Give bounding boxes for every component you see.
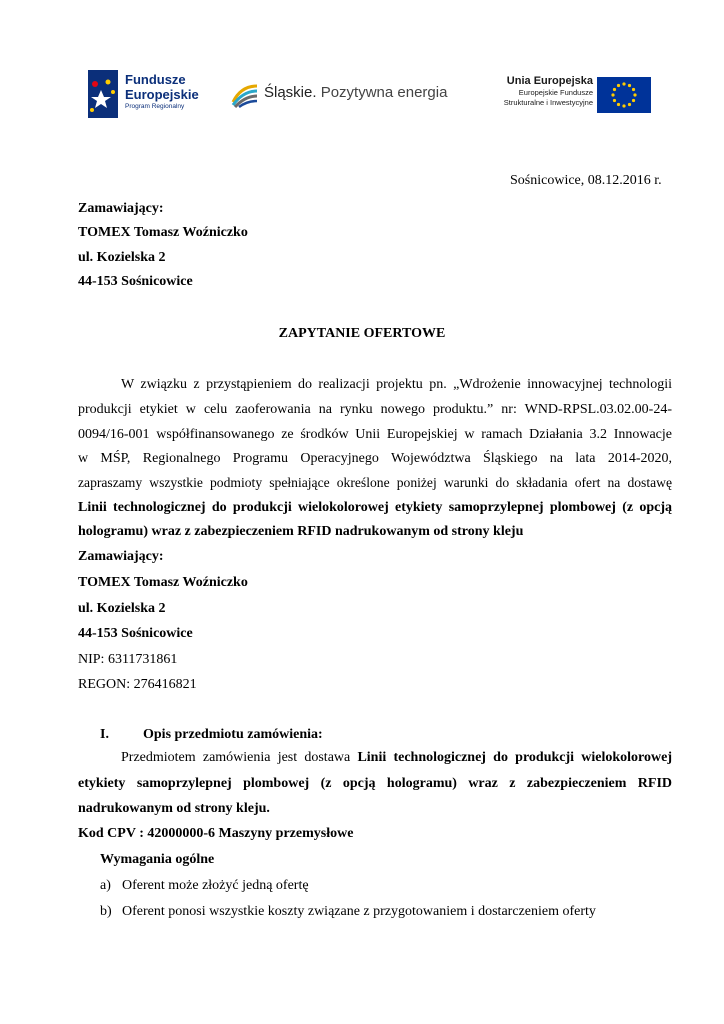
intro-line-1: W związku z przystąpieniem do realizacji projektu pn. „Wdrożenie innowacyjnej technologii bbox=[121, 377, 672, 392]
intro-line-5: zapraszamy wszystkie podmioty spełniające określone poniżej warunki do składania ofert na dostawę bbox=[78, 475, 672, 490]
eu-star bbox=[622, 104, 625, 107]
item-b-marker: b) bbox=[100, 904, 112, 919]
eu-star bbox=[628, 103, 631, 106]
logo-bar bbox=[0, 62, 724, 124]
section-heading: Opis przedmiotu zamówienia: bbox=[143, 727, 323, 742]
intro-line-2: produkcji etykiet w celu zaoferowania na rynku nowego produktu.” nr: WND-RPSL.03.02.00-24- bbox=[78, 402, 672, 417]
eu-star bbox=[628, 84, 631, 87]
slaskie-name: Śląskie. bbox=[264, 84, 317, 101]
contact-street: ul. Kozielska 2 bbox=[78, 601, 166, 616]
eu-star bbox=[632, 88, 635, 91]
buyer-city: 44-153 Sośnicowice bbox=[78, 274, 193, 289]
unia-europejska-logo bbox=[478, 74, 658, 124]
buyer-street: ul. Kozielska 2 bbox=[78, 250, 166, 265]
eu-line1: Unia Europejska bbox=[506, 75, 593, 87]
fe-line2: Europejskie bbox=[125, 87, 199, 102]
section-line-1 bbox=[121, 748, 672, 768]
eu-star bbox=[632, 99, 635, 102]
intro-line-4: w MŚP, Regionalnego Programu Operacyjnego Województwa Śląskiego na lata 2014-2020, bbox=[78, 451, 672, 466]
eu-star bbox=[617, 103, 620, 106]
requirements-heading: Wymagania ogólne bbox=[100, 852, 215, 867]
contact-city: 44-153 Sośnicowice bbox=[78, 626, 193, 641]
fundusze-europejskie-logo bbox=[88, 70, 218, 120]
buyer-name: TOMEX Tomasz Woźniczko bbox=[78, 225, 248, 240]
contact-nip: NIP: 6311731861 bbox=[78, 652, 178, 667]
buyer-label: Zamawiający: bbox=[78, 201, 164, 216]
slaskie-slogan: Pozytywna energia bbox=[320, 84, 448, 101]
eu-star bbox=[617, 84, 620, 87]
slaskie-logo bbox=[231, 82, 461, 110]
intro-line-6: Linii technologicznej do produkcji wielokolorowej etykiety samoprzylepnej plombowej (z opcją bbox=[78, 500, 672, 515]
document-title: ZAPYTANIE OFERTOWE bbox=[278, 326, 446, 341]
slaskie-wave-icon bbox=[231, 82, 259, 108]
intro-line-3: 0094/16-001 współfinansowanego ze środków Unii Europejskiej w ramach Działania 3.2 Innowacje bbox=[78, 427, 672, 442]
eu-line3: Strukturalne i Inwestycyjne bbox=[503, 98, 593, 107]
section-line-3: nadrukowanym od strony kleju. bbox=[78, 801, 270, 816]
section-line-1-plain: Przedmiotem zamówienia jest dostawa bbox=[121, 750, 358, 765]
fe-line1: Fundusze bbox=[125, 72, 186, 87]
document-date: Sośnicowice, 08.12.2016 r. bbox=[510, 173, 662, 188]
section-line-2: etykiety samoprzylepnej plombowej (z opcją hologramu) wraz z zabezpieczeniem RFID bbox=[78, 776, 672, 791]
eu-star bbox=[613, 88, 616, 91]
eu-star bbox=[613, 99, 616, 102]
fe-star-flag-icon bbox=[88, 70, 122, 118]
section-number: I. bbox=[100, 727, 109, 742]
item-a-marker: a) bbox=[100, 878, 111, 893]
contact-name: TOMEX Tomasz Woźniczko bbox=[78, 575, 248, 590]
eu-star bbox=[633, 93, 636, 96]
item-a-text: Oferent może złożyć jedną ofertę bbox=[122, 878, 309, 893]
cpv-code: Kod CPV : 42000000-6 Maszyny przemysłowe bbox=[78, 826, 354, 841]
section-line-1-bold: Linii technologicznej do produkcji wielokolorowej bbox=[357, 750, 672, 765]
fe-line3: Program Regionalny bbox=[125, 103, 185, 110]
eu-star bbox=[622, 82, 625, 85]
item-b-text: Oferent ponosi wszystkie koszty związane z przygotowaniem i dostarczeniem oferty bbox=[122, 904, 596, 919]
eu-flag-icon bbox=[597, 77, 651, 113]
eu-line2: Europejskie Fundusze bbox=[518, 88, 593, 97]
intro-line-7: hologramu) wraz z zabezpieczeniem RFID nadrukowanym od strony kleju bbox=[78, 524, 524, 539]
eu-star bbox=[611, 93, 614, 96]
contact-regon: REGON: 276416821 bbox=[78, 677, 197, 692]
contact-label: Zamawiający: bbox=[78, 549, 164, 564]
